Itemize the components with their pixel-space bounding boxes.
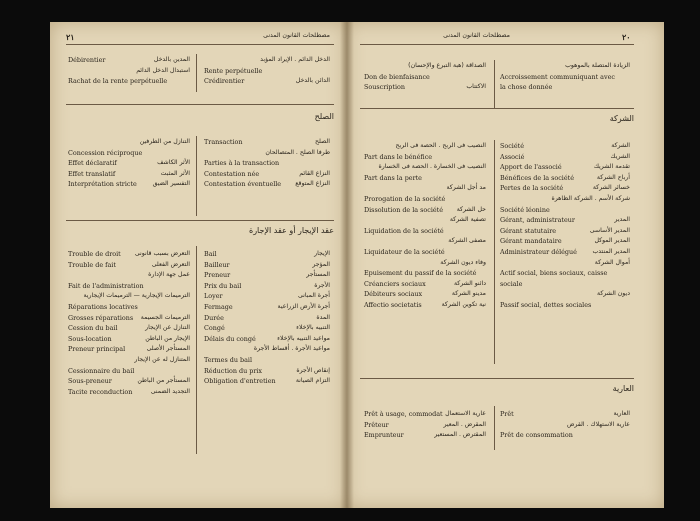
- term-arabic: عارية الاستهلاك . القرض: [566, 420, 630, 428]
- term-arabic: الشريك: [610, 152, 630, 160]
- term-french: Cessionnaire du bail: [68, 366, 135, 375]
- term-french: Débirentier: [68, 56, 106, 64]
- term-french: Obligation d'entretien: [204, 377, 276, 386]
- header-rule: [360, 44, 634, 45]
- term-arabic: المؤجر: [312, 260, 330, 268]
- term-arabic: الشركة: [611, 142, 630, 149]
- term-arabic: طرفا الصلح . المتصالحان: [265, 148, 330, 156]
- section-rule: [360, 108, 634, 109]
- column-divider: [196, 136, 197, 216]
- term-french: Liquidateur de la société: [364, 248, 445, 256]
- term-french: Rente perpétuelle: [204, 66, 263, 75]
- term-french: Durée: [204, 313, 224, 322]
- term-french: Prix du bail: [204, 281, 242, 290]
- term-french: Fait de l'administration: [68, 281, 144, 290]
- term-arabic: النزاع المتوقع: [295, 180, 330, 188]
- term-french: Réduction du prix: [204, 366, 263, 375]
- term-french: Emprunteur: [364, 431, 404, 440]
- column-divider: [196, 54, 197, 92]
- term-arabic: مواعيد التنبيه بالإخلاء: [277, 334, 330, 342]
- term-french: Effet déclaratif: [68, 159, 117, 168]
- page-number: ٢٠: [622, 32, 631, 42]
- term-french: Congé: [204, 324, 225, 333]
- term-arabic: إنقاص الأجرة: [296, 366, 330, 374]
- term-french: Effet translatif: [68, 169, 116, 178]
- term-arabic: مصفى الشركة: [448, 237, 486, 245]
- term-arabic: الإيجار: [314, 250, 330, 257]
- section-title: الصلح: [314, 112, 334, 121]
- term-arabic: استبدال الدخل الدائم: [136, 66, 190, 74]
- term-french: Preneur principal: [68, 345, 126, 354]
- term-french: Concession réciproque: [68, 148, 143, 157]
- term-arabic: المستأجر الأصلى: [146, 345, 190, 353]
- term-french: Part dans le bénéfice: [364, 152, 433, 161]
- term-french: Preneur: [204, 271, 231, 280]
- term-french: sociale: [500, 279, 523, 288]
- term-french: Gérant mandataire: [500, 237, 562, 246]
- term-arabic: العارية: [613, 410, 630, 417]
- term-french: Sous-preneur: [68, 377, 112, 386]
- term-arabic: أجرة المبانى: [298, 292, 330, 300]
- term-french: Souscription: [364, 83, 405, 92]
- column-divider: [494, 406, 495, 450]
- term-french: Bénéfices de la société: [500, 173, 574, 182]
- term-arabic: التنبيه بالإخلاء: [296, 324, 330, 332]
- term-french: Sous-location: [68, 334, 112, 343]
- term-french: Grosses réparations: [68, 313, 134, 322]
- term-french: Prêteur: [364, 420, 389, 429]
- term-french: Prorogation de la société: [364, 195, 446, 203]
- term-french: Liquidation de la société: [364, 226, 444, 235]
- term-arabic: التنازل من الطرفين: [139, 138, 190, 145]
- term-arabic: التزام الصيانة: [295, 377, 330, 385]
- term-arabic: المتنازل له عن الإيجار: [134, 356, 190, 363]
- term-french: Bailleur: [204, 260, 230, 269]
- term-arabic: ديون الشركة: [597, 290, 630, 298]
- term-arabic: التعرض بسبب قانونى: [134, 250, 190, 257]
- term-french: Contestation éventuelle: [204, 180, 282, 189]
- term-arabic: الترميمات الجسيمة: [140, 313, 190, 321]
- term-french: Débiteurs sociaux: [364, 290, 423, 299]
- term-arabic: نية تكوين الشركة: [441, 301, 486, 308]
- section-rule: [360, 378, 634, 379]
- term-french: Gérant, administrateur: [500, 216, 575, 225]
- term-arabic: التعرض الفعلى: [151, 260, 190, 268]
- term-arabic: الأثر المثبت: [160, 169, 190, 177]
- term-french: Créanciers sociaux: [364, 279, 426, 288]
- term-arabic: تصفية الشركة: [449, 216, 486, 224]
- term-arabic: عمل جهة الإدارة: [148, 271, 190, 279]
- term-arabic: الأجرة: [314, 281, 330, 289]
- term-arabic: مواعيد الأجرة . أقساط الأجرة: [253, 345, 330, 353]
- term-arabic: الاكتتاب: [466, 83, 486, 91]
- term-arabic: المقترض . المستعير: [434, 431, 486, 439]
- term-french: Société: [500, 142, 524, 150]
- term-arabic: المستأجر من الباطن: [137, 377, 190, 385]
- term-french: Don de bienfaisance: [364, 72, 430, 81]
- term-arabic: النصيب فى الربح . الحصة فى الربح: [395, 142, 486, 149]
- term-arabic: الصداقة (هبة التبرع والإحسان): [408, 62, 486, 69]
- term-arabic: شركة الأسم . الشركة الظاهرة: [551, 195, 630, 202]
- term-arabic: أموال الشركة: [594, 258, 630, 266]
- term-arabic: التنازل عن الإيجار: [145, 324, 190, 332]
- term-french: Tacite reconduction: [68, 387, 133, 396]
- column-divider: [494, 60, 495, 108]
- term-arabic: التجديد الضمنى: [150, 387, 190, 395]
- term-french: Part dans la perte: [364, 173, 422, 182]
- section-title: عقد الإيجار أو عقد الإجارة: [249, 226, 334, 235]
- term-arabic: عارية الاستعمال: [445, 410, 486, 417]
- term-french: Prêt à usage, commodat: [364, 410, 443, 418]
- book-gutter: [340, 22, 354, 508]
- term-french: Gérant statutaire: [500, 226, 557, 235]
- page-number: ٢١: [66, 32, 75, 42]
- term-arabic: المدير الأساسى: [589, 226, 630, 234]
- term-arabic: التفسير الضيق: [152, 180, 190, 188]
- term-arabic: دائنو الشركة: [453, 279, 486, 287]
- term-french: Actif social, biens sociaux, caisse: [500, 269, 608, 278]
- term-arabic: وفاء ديون الشركة: [440, 258, 486, 266]
- section-rule: [66, 104, 334, 105]
- term-arabic: أرباح الشركة: [596, 173, 630, 181]
- term-french: Interprétation stricte: [68, 180, 137, 189]
- term-arabic: خسائر الشركة: [592, 184, 630, 192]
- term-arabic: أجرة الأرض الزراعية: [277, 303, 330, 310]
- term-french: Crédirentier: [204, 77, 245, 86]
- term-french: Société léonine: [500, 205, 550, 214]
- term-french: la chose donnée: [500, 83, 553, 92]
- section-rule: [66, 220, 334, 221]
- term-arabic: مدينو الشركة: [451, 290, 486, 298]
- term-arabic: تقدمة الشريك: [593, 163, 630, 171]
- term-arabic: الزيادة المتصلة بالموهوب: [565, 62, 630, 69]
- term-arabic: المدين بالدخل: [153, 56, 190, 63]
- header-rule: [66, 44, 334, 45]
- term-french: Cession du bail: [68, 324, 118, 333]
- term-arabic: المدير: [614, 216, 630, 224]
- term-french: Prêt: [500, 410, 514, 418]
- term-french: Bail: [204, 250, 217, 258]
- section-title: العارية: [612, 384, 634, 393]
- term-arabic: الترميمات الإيجارية — الترميمات الإيجارية: [83, 292, 190, 300]
- term-arabic: الدخل الدائم . الإيراد المؤبد: [260, 56, 330, 63]
- term-french: Loyer: [204, 292, 223, 301]
- term-french: Epuisement du passif de la société: [364, 269, 477, 278]
- column-divider: [494, 140, 495, 364]
- term-french: Rachat de la rente perpétuelle: [68, 77, 168, 86]
- term-french: Délais du congé: [204, 334, 256, 343]
- term-french: Associé: [500, 152, 525, 161]
- term-arabic: النصيب فى الخسارة . الحصة فى الخسارة: [378, 163, 486, 171]
- term-french: Trouble de fait: [68, 260, 116, 269]
- term-arabic: الصلح: [314, 138, 330, 145]
- running-header: مصطلحات القانون المدنى: [263, 32, 330, 39]
- term-french: Parties à la transaction: [204, 159, 280, 168]
- term-french: Dissolution de la société: [364, 205, 444, 214]
- term-french: Fermage: [204, 303, 233, 311]
- term-french: Transaction: [204, 138, 243, 146]
- term-french: Termes du bail: [204, 356, 252, 364]
- term-french: Affectio societatis: [364, 301, 422, 309]
- term-french: Contestation née: [204, 169, 260, 178]
- term-french: Prêt de consommation: [500, 431, 573, 440]
- section-title: الشركة: [609, 114, 634, 123]
- term-french: Apport de l'associé: [500, 163, 562, 172]
- term-arabic: المدة: [316, 313, 330, 321]
- term-arabic: النزاع القائم: [299, 169, 330, 177]
- term-arabic: الأثر الكاشف: [157, 159, 190, 167]
- term-arabic: الدائن بالدخل: [295, 77, 330, 85]
- term-arabic: المدير المنتدب: [592, 248, 630, 255]
- term-arabic: حل الشركة: [456, 205, 486, 213]
- term-arabic: الإيجار من الباطن: [145, 334, 190, 342]
- term-arabic: مد أجل الشركة: [446, 184, 486, 192]
- term-french: Passif social, dettes sociales: [500, 301, 592, 309]
- term-arabic: المدير الموكل: [594, 237, 630, 245]
- term-french: Réparations locatives: [68, 303, 138, 311]
- column-divider: [196, 246, 197, 454]
- term-french: Pertes de la société: [500, 184, 564, 193]
- term-arabic: المقرض . المعير: [443, 420, 486, 428]
- term-french: Trouble de droit: [68, 250, 121, 258]
- running-header: مصطلحات القانون المدنى: [443, 32, 510, 39]
- term-french: Administrateur délégué: [500, 248, 577, 256]
- term-arabic: المستأجر: [306, 271, 330, 279]
- term-french: Accroissement communiquant avec: [500, 72, 615, 81]
